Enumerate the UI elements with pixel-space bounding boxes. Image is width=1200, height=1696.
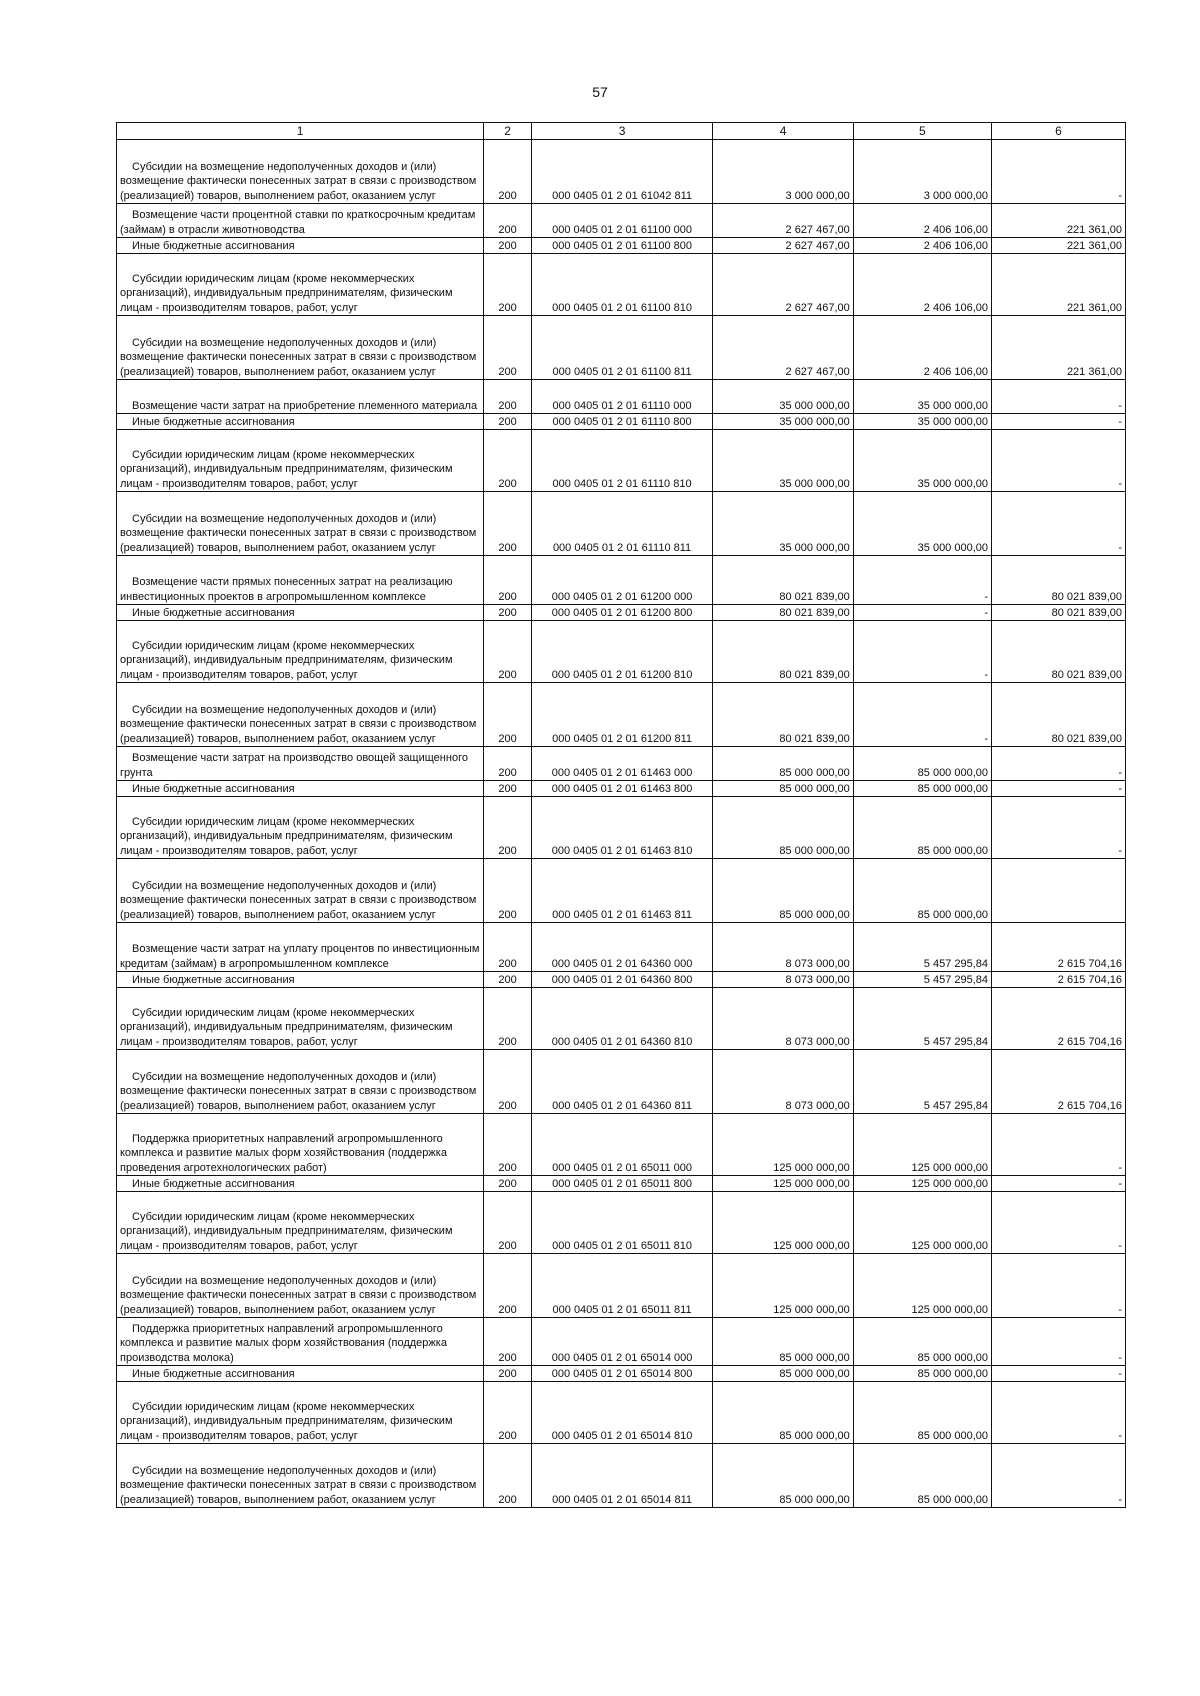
table-row bbox=[117, 254, 1126, 316]
row-value4-cell: 125 000 000,00 bbox=[713, 1114, 853, 1176]
row-name-text: Субсидии юридическим лицам (кроме некоммерческих организаций), индивидуальным предпринимателям, физическим лицам - производителям товаров, работ, услуг bbox=[120, 815, 453, 857]
row-value5-cell: 5 457 295,84 bbox=[853, 972, 991, 988]
row-value6-cell: 80 021 839,00 bbox=[992, 683, 1126, 747]
row-name-text: Субсидии юридическим лицам (кроме некоммерческих организаций), индивидуальным предпринимателям, физическим лицам - производителям товаров, работ, услуг bbox=[120, 448, 453, 490]
row-value4-cell: 85 000 000,00 bbox=[713, 1382, 853, 1444]
row-value5-cell: 5 457 295,84 bbox=[853, 1050, 991, 1114]
row-name-cell bbox=[117, 316, 484, 380]
row-value6-cell: - bbox=[992, 747, 1126, 781]
table-row bbox=[117, 605, 1126, 621]
row-value4-cell: 2 627 467,00 bbox=[713, 238, 853, 254]
row-value6-cell: 221 361,00 bbox=[992, 254, 1126, 316]
row-value5-cell: 125 000 000,00 bbox=[853, 1114, 991, 1176]
row-value5-cell: - bbox=[853, 556, 991, 605]
row-name-text: Субсидии юридическим лицам (кроме некоммерческих организаций), индивидуальным предпринимателям, физическим лицам - производителям товаров, работ, услуг bbox=[120, 1210, 453, 1252]
row-value5-cell: 85 000 000,00 bbox=[853, 1444, 991, 1508]
table-row bbox=[117, 923, 1126, 972]
table-row bbox=[117, 238, 1126, 254]
row-value5-cell: 125 000 000,00 bbox=[853, 1192, 991, 1254]
row-value6-cell: 2 615 704,16 bbox=[992, 923, 1126, 972]
table-row bbox=[117, 621, 1126, 683]
row-kbk-cell: 000 0405 01 2 01 65014 800 bbox=[531, 1366, 712, 1382]
row-kbk-cell: 000 0405 01 2 01 61110 810 bbox=[531, 430, 712, 492]
table-row bbox=[117, 316, 1126, 380]
row-value6-cell: - bbox=[992, 1176, 1126, 1192]
table-row bbox=[117, 859, 1126, 923]
row-code-cell: 200 bbox=[484, 747, 532, 781]
row-name-cell bbox=[117, 683, 484, 747]
table-row bbox=[117, 140, 1126, 204]
row-name-text: Субсидии на возмещение недополученных доходов и (или) возмещение фактически понесенных затрат в связи с производством (реализацией) товаров, выполнением работ, оказанием услуг bbox=[120, 1464, 477, 1506]
row-value6-cell: - bbox=[992, 781, 1126, 797]
row-code-cell: 200 bbox=[484, 605, 532, 621]
row-value5-cell: - bbox=[853, 621, 991, 683]
row-kbk-cell: 000 0405 01 2 01 64360 800 bbox=[531, 972, 712, 988]
row-name-text: Поддержка приоритетных направлений агропромышленного комплекса и развитие малых форм хозяйствования (поддержка производства молока) bbox=[120, 1322, 447, 1364]
row-kbk-cell: 000 0405 01 2 01 61463 810 bbox=[531, 797, 712, 859]
row-name-text: Субсидии на возмещение недополученных доходов и (или) возмещение фактически понесенных затрат в связи с производством (реализацией) товаров, выполнением работ, оказанием услуг bbox=[120, 512, 477, 554]
table-row bbox=[117, 430, 1126, 492]
header-cell: 1 bbox=[117, 123, 484, 140]
row-name-text: Субсидии на возмещение недополученных доходов и (или) возмещение фактически понесенных затрат в связи с производством (реализацией) товаров, выполнением работ, оказанием услуг bbox=[120, 703, 477, 745]
row-kbk-cell: 000 0405 01 2 01 61110 000 bbox=[531, 380, 712, 414]
row-value5-cell: 2 406 106,00 bbox=[853, 254, 991, 316]
row-code-cell: 200 bbox=[484, 621, 532, 683]
row-value4-cell: 2 627 467,00 bbox=[713, 316, 853, 380]
row-value5-cell: 35 000 000,00 bbox=[853, 414, 991, 430]
table-row bbox=[117, 988, 1126, 1050]
table-row bbox=[117, 204, 1126, 238]
row-name-cell bbox=[117, 380, 484, 414]
table-row bbox=[117, 492, 1126, 556]
row-kbk-cell: 000 0405 01 2 01 65011 000 bbox=[531, 1114, 712, 1176]
row-code-cell: 200 bbox=[484, 859, 532, 923]
row-code-cell: 200 bbox=[484, 972, 532, 988]
row-value4-cell: 8 073 000,00 bbox=[713, 1050, 853, 1114]
row-value4-cell: 8 073 000,00 bbox=[713, 988, 853, 1050]
row-value4-cell: 80 021 839,00 bbox=[713, 683, 853, 747]
row-value5-cell: 3 000 000,00 bbox=[853, 140, 991, 204]
row-value5-cell: 85 000 000,00 bbox=[853, 859, 991, 923]
row-kbk-cell: 000 0405 01 2 01 61100 810 bbox=[531, 254, 712, 316]
row-value4-cell: 2 627 467,00 bbox=[713, 204, 853, 238]
row-kbk-cell: 000 0405 01 2 01 61110 811 bbox=[531, 492, 712, 556]
row-code-cell: 200 bbox=[484, 1444, 532, 1508]
row-value5-cell: 125 000 000,00 bbox=[853, 1176, 991, 1192]
row-name-cell bbox=[117, 556, 484, 605]
row-value6-cell: 2 615 704,16 bbox=[992, 972, 1126, 988]
row-name-text: Субсидии юридическим лицам (кроме некоммерческих организаций), индивидуальным предпринимателям, физическим лицам - производителям товаров, работ, услуг bbox=[120, 272, 453, 314]
row-value5-cell: 85 000 000,00 bbox=[853, 747, 991, 781]
row-value6-cell: - bbox=[992, 140, 1126, 204]
table-row bbox=[117, 1318, 1126, 1366]
row-name-text: Субсидии юридическим лицам (кроме некоммерческих организаций), индивидуальным предпринимателям, физическим лицам - производителям товаров, работ, услуг bbox=[120, 1400, 453, 1442]
row-code-cell: 200 bbox=[484, 316, 532, 380]
row-value5-cell: 5 457 295,84 bbox=[853, 988, 991, 1050]
row-code-cell: 200 bbox=[484, 140, 532, 204]
row-name-cell bbox=[117, 254, 484, 316]
table-row bbox=[117, 683, 1126, 747]
row-name-text: Возмещение части процентной ставки по краткосрочным кредитам (займам) в отрасли животноводства bbox=[120, 209, 476, 236]
row-kbk-cell: 000 0405 01 2 01 64360 000 bbox=[531, 923, 712, 972]
row-kbk-cell: 000 0405 01 2 01 64360 810 bbox=[531, 988, 712, 1050]
row-code-cell: 200 bbox=[484, 1254, 532, 1318]
row-value6-cell: - bbox=[992, 1192, 1126, 1254]
row-value6-cell: - bbox=[992, 414, 1126, 430]
row-code-cell: 200 bbox=[484, 556, 532, 605]
row-kbk-cell: 000 0405 01 2 01 61100 800 bbox=[531, 238, 712, 254]
row-value6-cell bbox=[992, 859, 1126, 923]
row-value4-cell: 35 000 000,00 bbox=[713, 414, 853, 430]
row-name-text: Субсидии юридическим лицам (кроме некоммерческих организаций), индивидуальным предпринимателям, физическим лицам - производителям товаров, работ, услуг bbox=[120, 1006, 453, 1048]
row-kbk-cell: 000 0405 01 2 01 65014 810 bbox=[531, 1382, 712, 1444]
row-value5-cell: - bbox=[853, 683, 991, 747]
row-name-cell bbox=[117, 1050, 484, 1114]
row-value4-cell: 80 021 839,00 bbox=[713, 605, 853, 621]
row-code-cell: 200 bbox=[484, 430, 532, 492]
row-name-text: Субсидии на возмещение недополученных доходов и (или) возмещение фактически понесенных затрат в связи с производством (реализацией) товаров, выполнением работ, оказанием услуг bbox=[120, 879, 477, 921]
row-name-cell bbox=[117, 492, 484, 556]
row-code-cell: 200 bbox=[484, 492, 532, 556]
row-value5-cell: - bbox=[853, 605, 991, 621]
row-kbk-cell: 000 0405 01 2 01 61200 800 bbox=[531, 605, 712, 621]
row-name-cell bbox=[117, 988, 484, 1050]
table-row bbox=[117, 1444, 1126, 1508]
row-name-text: Иные бюджетные ассигнования bbox=[132, 239, 295, 252]
row-name-text: Субсидии на возмещение недополученных доходов и (или) возмещение фактически понесенных затрат в связи с производством (реализацией) товаров, выполнением работ, оказанием услуг bbox=[120, 160, 477, 202]
row-value4-cell: 35 000 000,00 bbox=[713, 492, 853, 556]
row-code-cell: 200 bbox=[484, 1366, 532, 1382]
header-cell: 6 bbox=[992, 123, 1126, 140]
row-value5-cell: 35 000 000,00 bbox=[853, 380, 991, 414]
row-value5-cell: 2 406 106,00 bbox=[853, 238, 991, 254]
row-value6-cell: - bbox=[992, 380, 1126, 414]
table-header-row bbox=[117, 123, 1126, 140]
row-kbk-cell: 000 0405 01 2 01 65011 800 bbox=[531, 1176, 712, 1192]
row-value6-cell: 80 021 839,00 bbox=[992, 621, 1126, 683]
row-name-text: Возмещение части затрат на уплату процентов по инвестиционным кредитам (займам) в агропромышленном комплексе bbox=[120, 943, 480, 970]
row-value4-cell: 85 000 000,00 bbox=[713, 859, 853, 923]
row-value4-cell: 125 000 000,00 bbox=[713, 1254, 853, 1318]
row-value6-cell: - bbox=[992, 797, 1126, 859]
table-row bbox=[117, 747, 1126, 781]
row-value4-cell: 85 000 000,00 bbox=[713, 1444, 853, 1508]
row-code-cell: 200 bbox=[484, 254, 532, 316]
row-value5-cell: 35 000 000,00 bbox=[853, 492, 991, 556]
row-value6-cell: - bbox=[992, 1318, 1126, 1366]
row-kbk-cell: 000 0405 01 2 01 65014 811 bbox=[531, 1444, 712, 1508]
table-row bbox=[117, 1176, 1126, 1192]
row-name-cell bbox=[117, 797, 484, 859]
row-code-cell: 200 bbox=[484, 1114, 532, 1176]
row-value4-cell: 80 021 839,00 bbox=[713, 621, 853, 683]
table-row bbox=[117, 380, 1126, 414]
table-row bbox=[117, 1382, 1126, 1444]
row-kbk-cell: 000 0405 01 2 01 61100 000 bbox=[531, 204, 712, 238]
row-value6-cell: 80 021 839,00 bbox=[992, 605, 1126, 621]
row-value4-cell: 2 627 467,00 bbox=[713, 254, 853, 316]
row-kbk-cell: 000 0405 01 2 01 61200 811 bbox=[531, 683, 712, 747]
row-value6-cell: - bbox=[992, 1114, 1126, 1176]
page-number: 57 bbox=[592, 84, 608, 100]
row-kbk-cell: 000 0405 01 2 01 65011 810 bbox=[531, 1192, 712, 1254]
row-kbk-cell: 000 0405 01 2 01 61042 811 bbox=[531, 140, 712, 204]
row-value6-cell: 221 361,00 bbox=[992, 204, 1126, 238]
row-name-text: Возмещение части затрат на приобретение племенного материала bbox=[132, 399, 478, 412]
row-value6-cell: - bbox=[992, 1254, 1126, 1318]
row-value6-cell: 221 361,00 bbox=[992, 238, 1126, 254]
row-name-text: Иные бюджетные ассигнования bbox=[132, 1367, 295, 1380]
row-name-text: Субсидии юридическим лицам (кроме некоммерческих организаций), индивидуальным предпринимателям, физическим лицам - производителям товаров, работ, услуг bbox=[120, 639, 453, 681]
row-code-cell: 200 bbox=[484, 414, 532, 430]
row-kbk-cell: 000 0405 01 2 01 65011 811 bbox=[531, 1254, 712, 1318]
row-kbk-cell: 000 0405 01 2 01 61463 800 bbox=[531, 781, 712, 797]
row-code-cell: 200 bbox=[484, 1318, 532, 1366]
row-code-cell: 200 bbox=[484, 1176, 532, 1192]
row-code-cell: 200 bbox=[484, 923, 532, 972]
header-cell: 3 bbox=[531, 123, 712, 140]
row-name-text: Возмещение части затрат на производство овощей защищенного грунта bbox=[120, 752, 468, 779]
row-name-text: Иные бюджетные ассигнования bbox=[132, 782, 295, 795]
table-row bbox=[117, 1366, 1126, 1382]
row-value6-cell: 2 615 704,16 bbox=[992, 988, 1126, 1050]
row-code-cell: 200 bbox=[484, 781, 532, 797]
row-value6-cell: 80 021 839,00 bbox=[992, 556, 1126, 605]
row-kbk-cell: 000 0405 01 2 01 61463 000 bbox=[531, 747, 712, 781]
row-kbk-cell: 000 0405 01 2 01 61200 810 bbox=[531, 621, 712, 683]
row-value4-cell: 125 000 000,00 bbox=[713, 1192, 853, 1254]
row-value4-cell: 125 000 000,00 bbox=[713, 1176, 853, 1192]
row-value6-cell: - bbox=[992, 1444, 1126, 1508]
row-value6-cell: - bbox=[992, 1366, 1126, 1382]
header-cell: 5 bbox=[853, 123, 991, 140]
row-value4-cell: 35 000 000,00 bbox=[713, 380, 853, 414]
row-value5-cell: 85 000 000,00 bbox=[853, 797, 991, 859]
row-kbk-cell: 000 0405 01 2 01 61463 811 bbox=[531, 859, 712, 923]
row-value4-cell: 35 000 000,00 bbox=[713, 430, 853, 492]
row-name-text: Субсидии на возмещение недополученных доходов и (или) возмещение фактически понесенных затрат в связи с производством (реализацией) товаров, выполнением работ, оказанием услуг bbox=[120, 1070, 477, 1112]
row-name-text: Возмещение части прямых понесенных затрат на реализацию инвестиционных проектов в агропромышленном комплексе bbox=[120, 576, 453, 603]
row-value4-cell: 3 000 000,00 bbox=[713, 140, 853, 204]
row-kbk-cell: 000 0405 01 2 01 61100 811 bbox=[531, 316, 712, 380]
row-value5-cell: 85 000 000,00 bbox=[853, 1366, 991, 1382]
row-name-cell bbox=[117, 972, 484, 988]
row-kbk-cell: 000 0405 01 2 01 65014 000 bbox=[531, 1318, 712, 1366]
row-name-cell bbox=[117, 605, 484, 621]
row-value6-cell: - bbox=[992, 430, 1126, 492]
row-name-text: Иные бюджетные ассигнования bbox=[132, 415, 295, 428]
row-value5-cell: 85 000 000,00 bbox=[853, 1318, 991, 1366]
row-name-text: Иные бюджетные ассигнования bbox=[132, 1177, 295, 1190]
budget-table bbox=[116, 122, 1126, 1508]
row-value4-cell: 8 073 000,00 bbox=[713, 972, 853, 988]
row-name-cell bbox=[117, 1366, 484, 1382]
row-value4-cell: 85 000 000,00 bbox=[713, 747, 853, 781]
row-value5-cell: 85 000 000,00 bbox=[853, 1382, 991, 1444]
table-row bbox=[117, 1192, 1126, 1254]
table-row bbox=[117, 1254, 1126, 1318]
row-name-cell bbox=[117, 204, 484, 238]
row-value6-cell: - bbox=[992, 1382, 1126, 1444]
row-value6-cell: 2 615 704,16 bbox=[992, 1050, 1126, 1114]
row-name-cell bbox=[117, 781, 484, 797]
table-row bbox=[117, 797, 1126, 859]
row-value5-cell: 85 000 000,00 bbox=[853, 781, 991, 797]
row-value5-cell: 5 457 295,84 bbox=[853, 923, 991, 972]
header-cell: 4 bbox=[713, 123, 853, 140]
row-kbk-cell: 000 0405 01 2 01 61200 000 bbox=[531, 556, 712, 605]
row-name-cell bbox=[117, 859, 484, 923]
row-value5-cell: 35 000 000,00 bbox=[853, 430, 991, 492]
row-code-cell: 200 bbox=[484, 204, 532, 238]
row-name-cell bbox=[117, 1444, 484, 1508]
row-name-cell bbox=[117, 140, 484, 204]
row-name-text: Иные бюджетные ассигнования bbox=[132, 973, 295, 986]
row-name-cell bbox=[117, 414, 484, 430]
table-row bbox=[117, 414, 1126, 430]
row-name-cell bbox=[117, 923, 484, 972]
row-name-cell bbox=[117, 1192, 484, 1254]
row-value4-cell: 85 000 000,00 bbox=[713, 797, 853, 859]
table-row bbox=[117, 556, 1126, 605]
row-value4-cell: 85 000 000,00 bbox=[713, 1318, 853, 1366]
row-code-cell: 200 bbox=[484, 380, 532, 414]
row-kbk-cell: 000 0405 01 2 01 61110 800 bbox=[531, 414, 712, 430]
row-value4-cell: 80 021 839,00 bbox=[713, 556, 853, 605]
row-name-cell bbox=[117, 1176, 484, 1192]
row-value4-cell: 8 073 000,00 bbox=[713, 923, 853, 972]
row-name-cell bbox=[117, 621, 484, 683]
row-name-cell bbox=[117, 1318, 484, 1366]
row-value4-cell: 85 000 000,00 bbox=[713, 1366, 853, 1382]
row-name-text: Субсидии на возмещение недополученных доходов и (или) возмещение фактически понесенных затрат в связи с производством (реализацией) товаров, выполнением работ, оказанием услуг bbox=[120, 1274, 477, 1316]
table-row bbox=[117, 1050, 1126, 1114]
row-name-text: Поддержка приоритетных направлений агропромышленного комплекса и развитие малых форм хозяйствования (поддержка проведения агротехнологических работ) bbox=[120, 1132, 447, 1174]
table-row bbox=[117, 781, 1126, 797]
row-name-cell bbox=[117, 1382, 484, 1444]
row-name-cell bbox=[117, 238, 484, 254]
row-name-cell bbox=[117, 1114, 484, 1176]
row-name-cell bbox=[117, 747, 484, 781]
table-row bbox=[117, 1114, 1126, 1176]
row-code-cell: 200 bbox=[484, 683, 532, 747]
row-name-text: Субсидии на возмещение недополученных доходов и (или) возмещение фактически понесенных затрат в связи с производством (реализацией) товаров, выполнением работ, оказанием услуг bbox=[120, 336, 477, 378]
table-row bbox=[117, 972, 1126, 988]
row-code-cell: 200 bbox=[484, 797, 532, 859]
row-kbk-cell: 000 0405 01 2 01 64360 811 bbox=[531, 1050, 712, 1114]
row-value4-cell: 85 000 000,00 bbox=[713, 781, 853, 797]
row-name-cell bbox=[117, 430, 484, 492]
row-value5-cell: 2 406 106,00 bbox=[853, 204, 991, 238]
row-name-text: Иные бюджетные ассигнования bbox=[132, 606, 295, 619]
header-cell: 2 bbox=[484, 123, 532, 140]
row-value5-cell: 125 000 000,00 bbox=[853, 1254, 991, 1318]
row-code-cell: 200 bbox=[484, 1192, 532, 1254]
row-code-cell: 200 bbox=[484, 238, 532, 254]
row-code-cell: 200 bbox=[484, 1382, 532, 1444]
row-value6-cell: - bbox=[992, 492, 1126, 556]
row-value6-cell: 221 361,00 bbox=[992, 316, 1126, 380]
row-value5-cell: 2 406 106,00 bbox=[853, 316, 991, 380]
row-name-cell bbox=[117, 1254, 484, 1318]
row-code-cell: 200 bbox=[484, 1050, 532, 1114]
row-code-cell: 200 bbox=[484, 988, 532, 1050]
